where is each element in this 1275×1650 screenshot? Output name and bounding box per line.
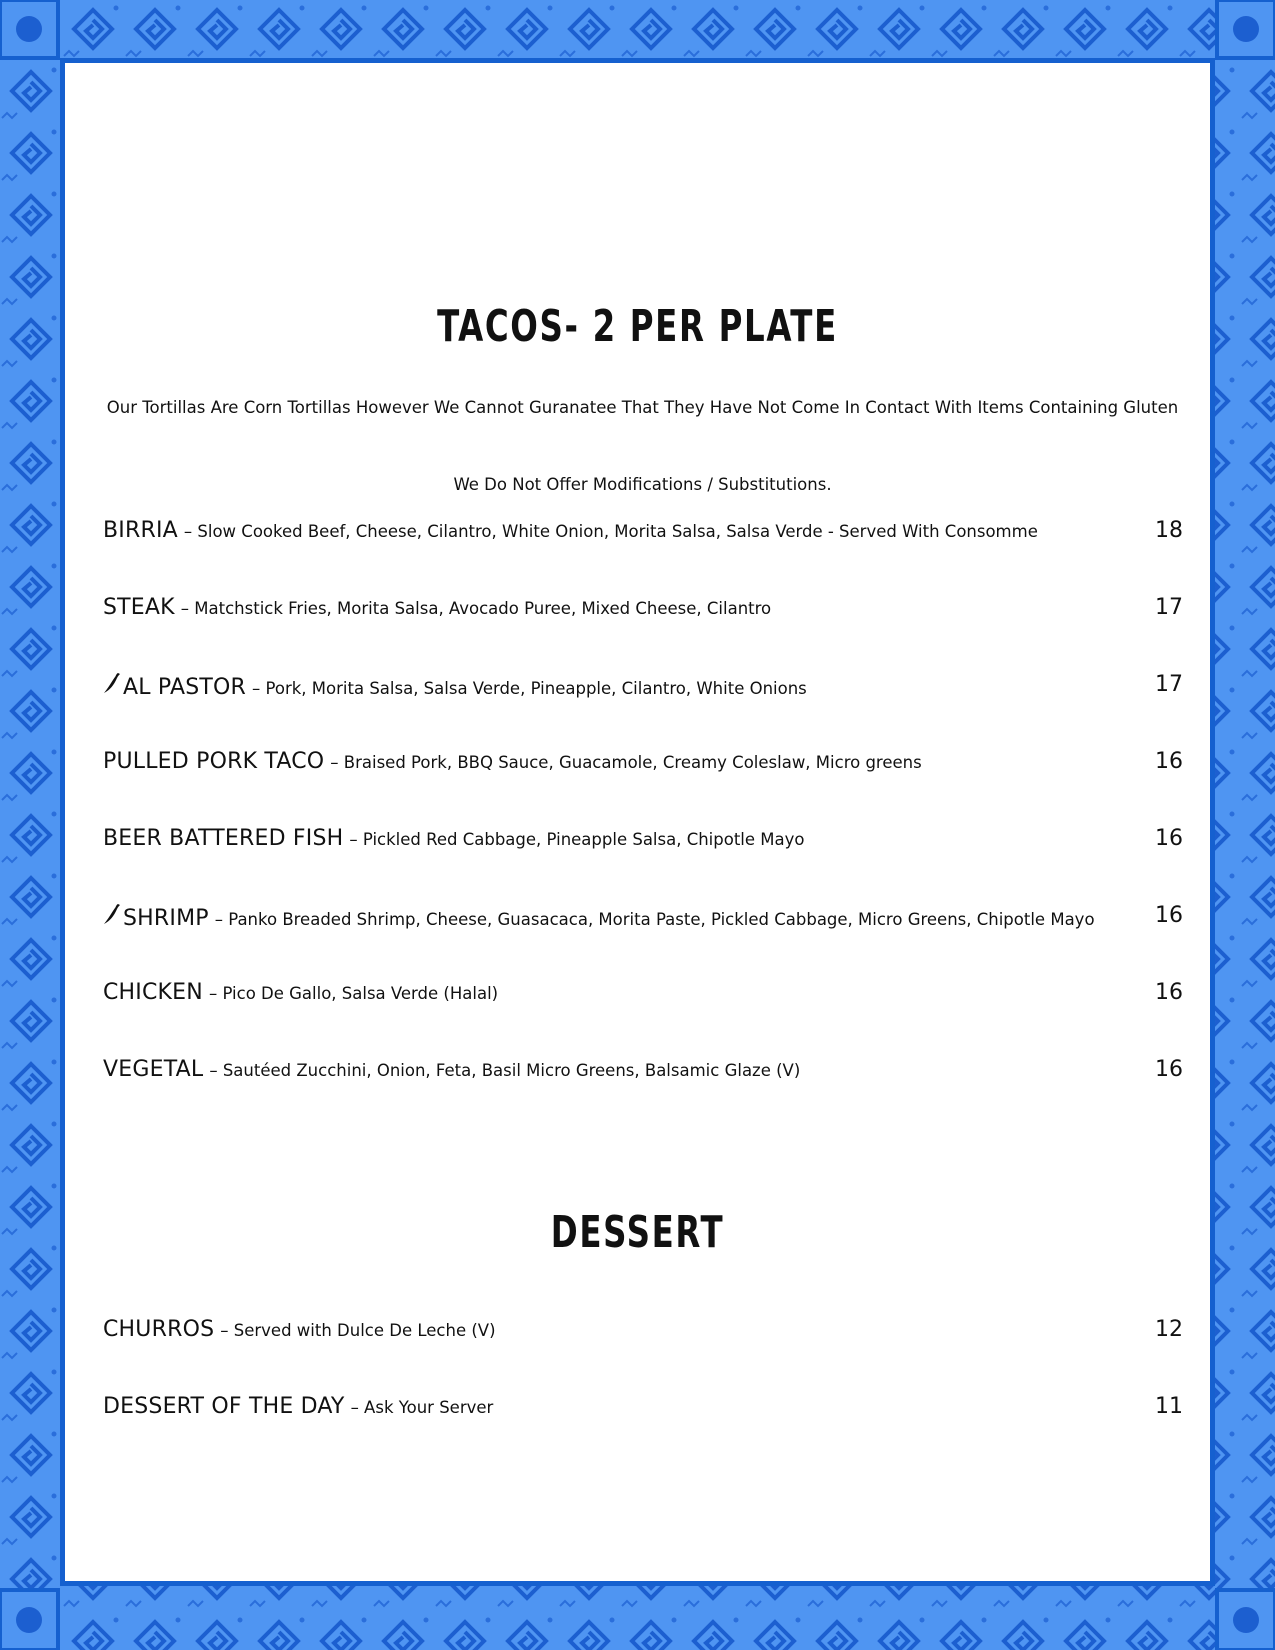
item-name: STEAK	[103, 595, 175, 620]
chili-pepper-icon	[103, 672, 121, 694]
item-name: CHURROS	[103, 1317, 215, 1342]
modifications-note: We Do Not Offer Modifications / Substitutions.	[453, 475, 832, 494]
menu-item-shrimp	[103, 903, 1183, 937]
menu-item-vegetal	[103, 1057, 1183, 1091]
item-name: VEGETAL	[103, 1057, 204, 1082]
item-description: – Panko Breaded Shrimp, Cheese, Guasacaca, Morita Paste, Pickled Cabbage, Micro Greens, Chipotle Mayo	[214, 910, 1095, 929]
item-name: CHICKEN	[103, 980, 203, 1005]
menu-item-pulled-pork-taco	[103, 749, 1183, 783]
item-price: 16	[1155, 1057, 1183, 1082]
item-name: SHRIMP	[123, 906, 209, 931]
menu-item-churros	[103, 1317, 1183, 1351]
menu-item-chicken	[103, 980, 1183, 1014]
item-description: – Pico De Gallo, Salsa Verde (Halal)	[208, 984, 499, 1003]
menu-item-al-pastor	[103, 672, 1183, 706]
item-name: PULLED PORK TACO	[103, 749, 325, 774]
item-price: 17	[1155, 595, 1183, 620]
item-description: – Served with Dulce De Leche (V)	[220, 1321, 496, 1340]
item-price: 18	[1155, 518, 1183, 543]
tacos-title: TACOS- 2 PER PLATE	[437, 301, 838, 352]
item-description: – Pickled Red Cabbage, Pineapple Salsa, Chipotle Mayo	[349, 830, 805, 849]
item-description: – Pork, Morita Salsa, Salsa Verde, Pineapple, Cilantro, White Onions	[252, 679, 807, 698]
menu-item-beer-battered-fish	[103, 826, 1183, 860]
item-price: 17	[1155, 672, 1183, 697]
item-price: 12	[1155, 1317, 1183, 1342]
menu-panel	[60, 58, 1215, 1586]
item-price: 16	[1155, 749, 1183, 774]
item-price: 16	[1155, 980, 1183, 1005]
item-name: BIRRIA	[103, 518, 178, 543]
item-name: AL PASTOR	[123, 675, 247, 700]
item-price: 16	[1155, 903, 1183, 928]
item-price: 11	[1155, 1394, 1183, 1419]
item-price: 16	[1155, 826, 1183, 851]
item-description: – Sautéed Zucchini, Onion, Feta, Basil Micro Greens, Balsamic Glaze (V)	[209, 1061, 801, 1080]
menu-item-steak	[103, 595, 1183, 629]
menu-item-birria	[103, 518, 1183, 552]
dessert-title: DESSERT	[550, 1207, 725, 1258]
item-name: BEER BATTERED FISH	[103, 826, 344, 851]
item-description: – Matchstick Fries, Morita Salsa, Avocado Puree, Mixed Cheese, Cilantro	[180, 599, 772, 618]
item-description: – Braised Pork, BBQ Sauce, Guacamole, Creamy Coleslaw, Micro greens	[330, 753, 922, 772]
menu-item-dessert-of-the-day	[103, 1394, 1183, 1428]
tortilla-note: Our Tortillas Are Corn Tortillas However We Cannot Guranatee That They Have Not Come In Contact With Items Containing Gluten	[106, 398, 1179, 417]
chili-pepper-icon	[103, 903, 121, 925]
item-description: – Ask Your Server	[350, 1398, 494, 1417]
item-description: – Slow Cooked Beef, Cheese, Cilantro, White Onion, Morita Salsa, Salsa Verde - Served With Consomme	[183, 522, 1038, 541]
item-name: DESSERT OF THE DAY	[103, 1394, 345, 1419]
